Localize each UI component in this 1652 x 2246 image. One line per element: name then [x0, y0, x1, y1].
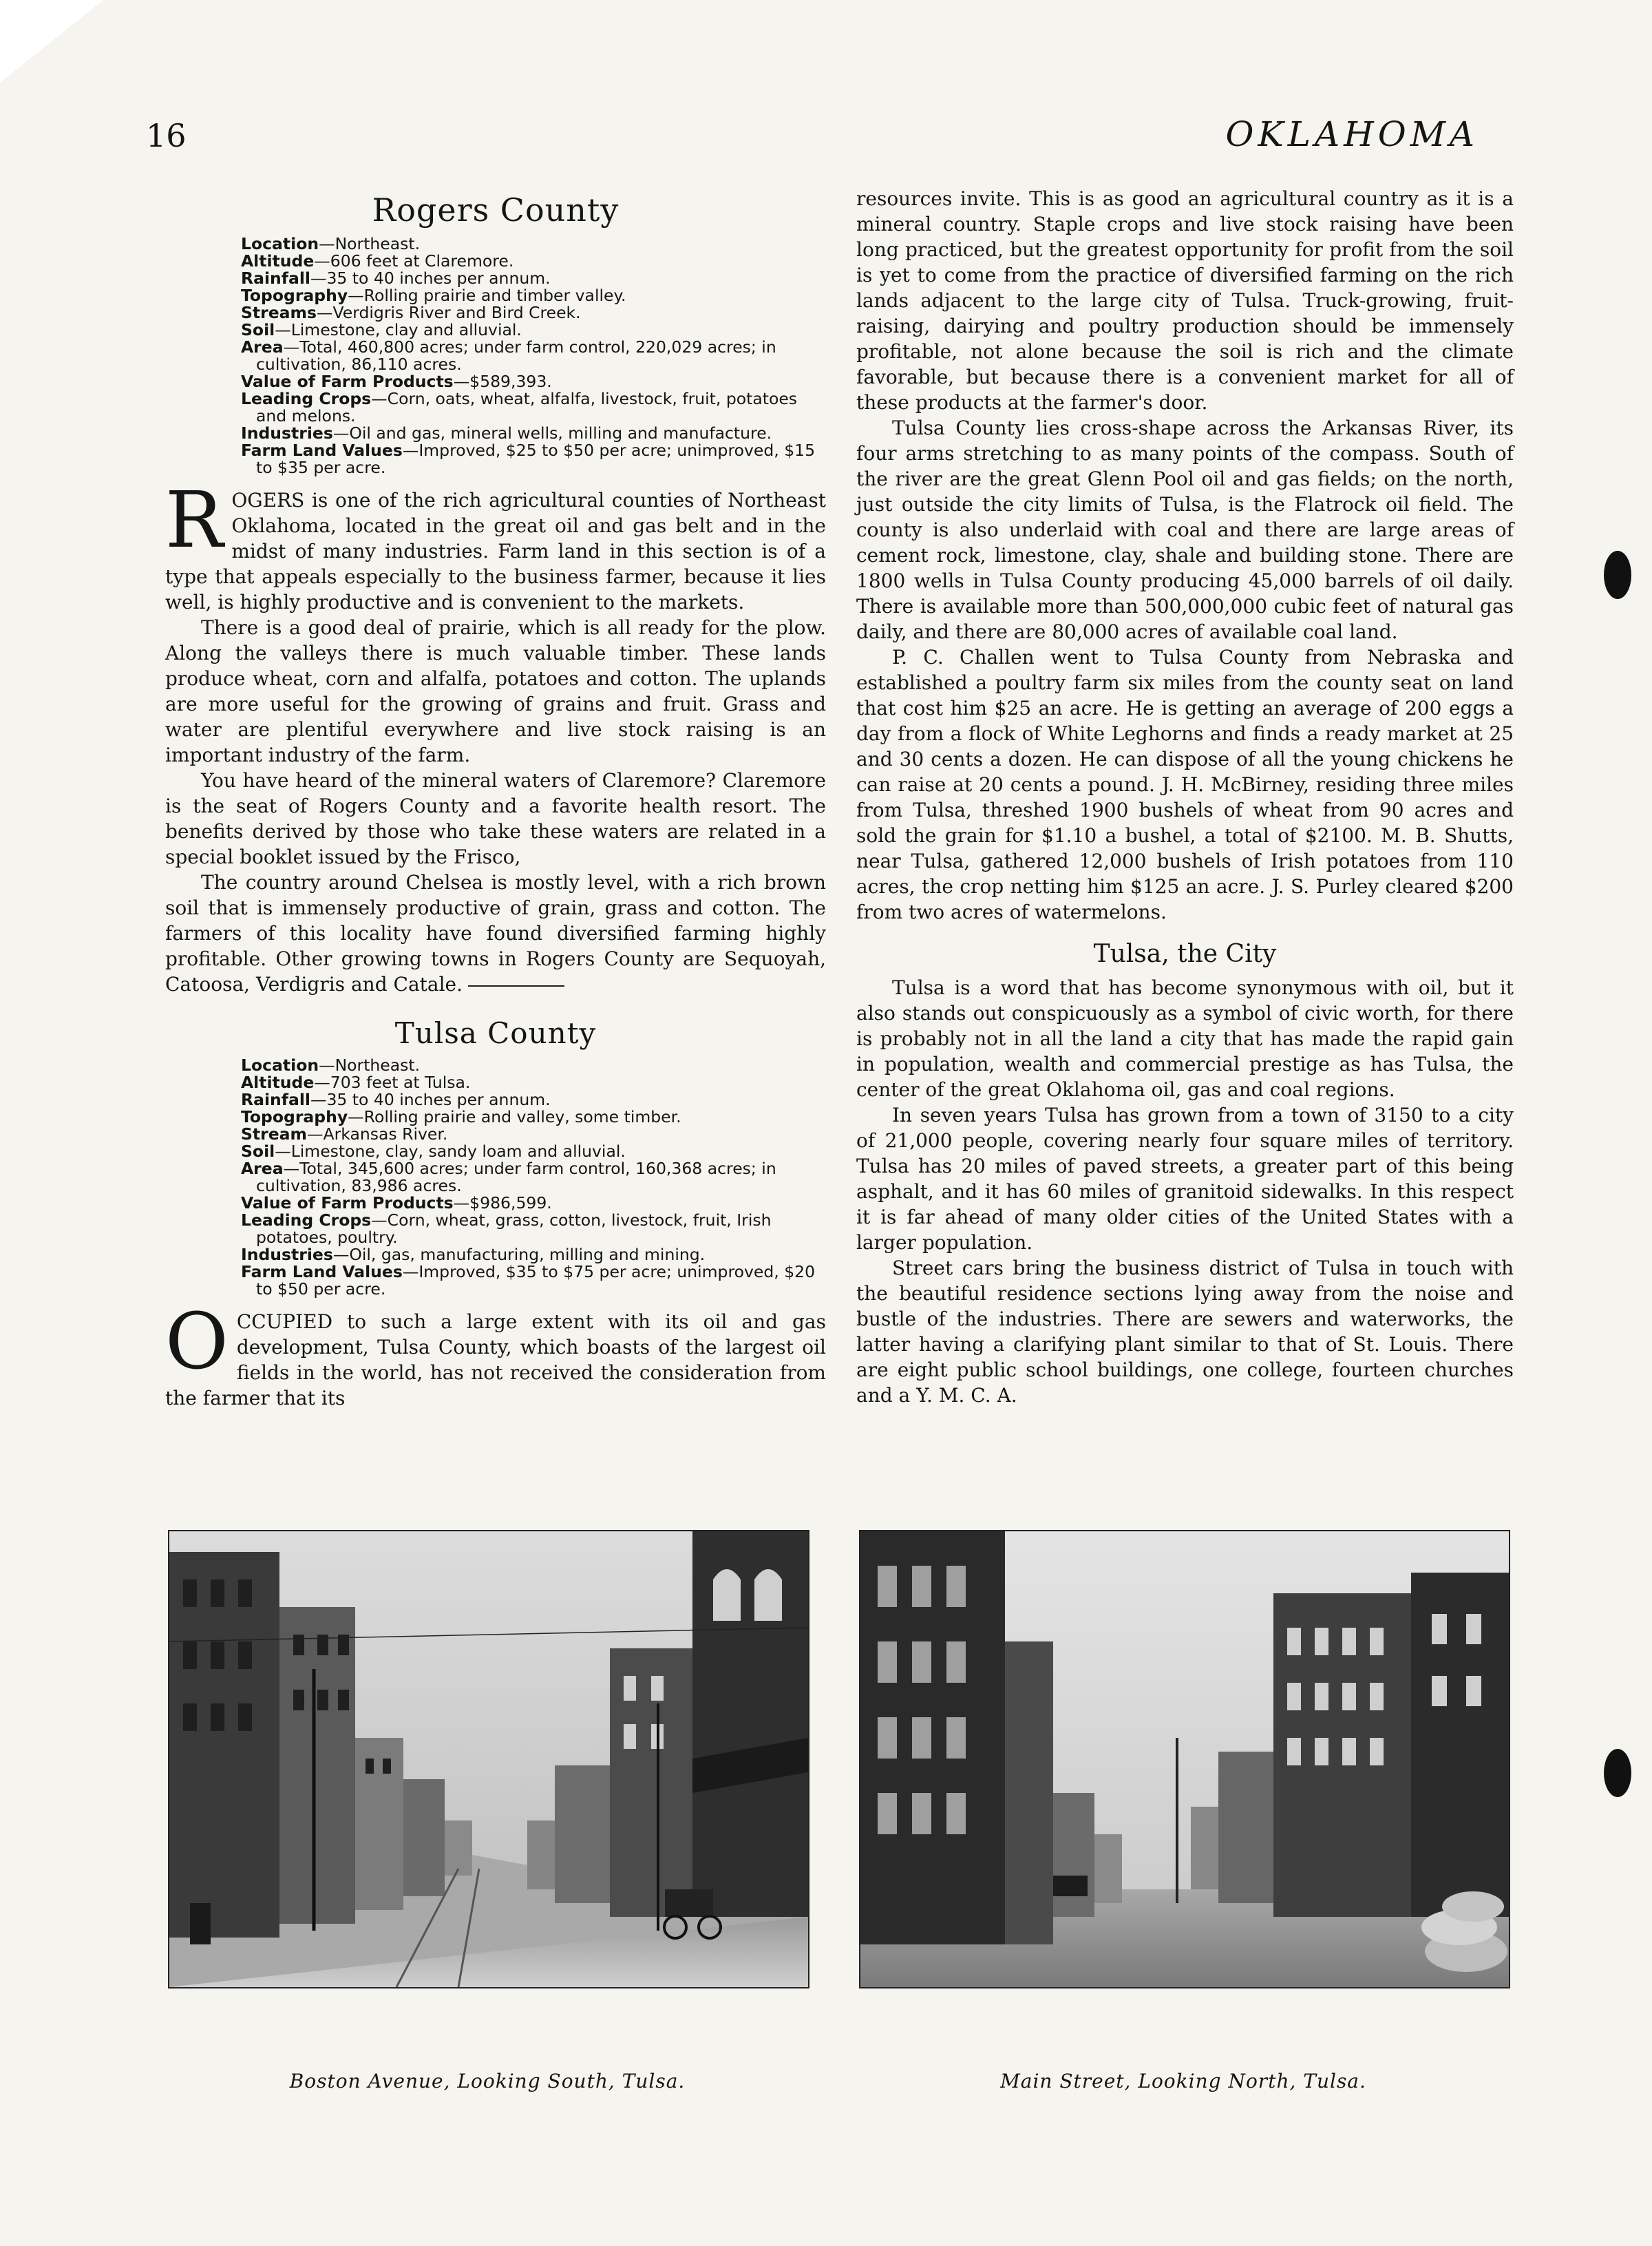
fact-separator: — [348, 1107, 364, 1126]
fact-item [241, 1143, 819, 1160]
fact-item [241, 287, 819, 304]
fact-item [241, 1160, 819, 1195]
street-photo-illustration [169, 1531, 808, 1987]
fact-separator: — [371, 1210, 388, 1230]
fact-key: Value of Farm Products [241, 372, 454, 391]
rogers-county-title: Rogers County [372, 191, 620, 229]
rogers-paragraph-3: You have heard of the mineral waters of Claremore? Claremore is the seat of Rogers County and a favorite health resort. The benefits derived by those who take these waters are related in a special booklet issued by the Frisco, [165, 769, 826, 868]
fact-item [241, 1057, 819, 1074]
tulsa-city-paragraph-1: Tulsa is a word that has become synonymous with oil, but it also stands out conspicuously as a symbol of civic worth, for there is probably not in all the land a city that has made the rapid gain in population, wealth and commercial prestige as has Tulsa, the center of the great Oklahoma oil, gas and coal regions. [856, 976, 1514, 1101]
fact-value: Total, 460,800 acres; under farm control, 220,029 acres; in cultivation, 86,110 acres. [256, 337, 776, 374]
fact-key: Value of Farm Products [241, 1193, 454, 1213]
fact-item [241, 1074, 819, 1091]
right-column [856, 186, 1514, 1408]
fact-key: Industries [241, 1245, 333, 1264]
fact-separator: — [332, 1245, 350, 1264]
fact-item [241, 373, 819, 390]
fact-item [241, 304, 819, 322]
drop-cap: R [165, 476, 224, 565]
fact-item [241, 322, 819, 339]
fact-value: Total, 345,600 acres; under farm control, 160,368 acres; in cultivation, 83,986 acres. [256, 1159, 776, 1195]
fact-item [241, 339, 819, 373]
main-street-caption: Main Street, Looking North, Tulsa. [1000, 2070, 1366, 2092]
boston-avenue-caption: Boston Avenue, Looking South, Tulsa. [289, 2070, 686, 2092]
boston-avenue-photo [168, 1530, 809, 1988]
rogers-paragraph-1 [165, 476, 826, 615]
fact-separator: — [317, 303, 333, 322]
fact-key: Topography [241, 1107, 348, 1126]
fact-separator: — [332, 423, 350, 443]
running-head: OKLAHOMA [1225, 114, 1479, 154]
left-column [165, 186, 826, 1411]
fact-value: 35 to 40 inches per annum. [326, 1090, 551, 1109]
fact-key: Rainfall [241, 269, 310, 288]
fact-key: Location [241, 234, 319, 253]
fact-item [241, 270, 819, 287]
tulsa-county-title: Tulsa County [394, 1016, 597, 1050]
fact-item [241, 1195, 819, 1212]
fact-item [241, 442, 819, 476]
fact-separator: — [314, 1073, 330, 1092]
fact-key: Farm Land Values [241, 1262, 403, 1281]
fact-separator: — [453, 372, 470, 391]
fact-value: $589,393. [469, 372, 552, 391]
rogers-paragraph-4 [165, 870, 826, 997]
fact-key: Location [241, 1056, 319, 1075]
fact-separator: — [319, 1056, 335, 1075]
rogers-county-facts [165, 235, 826, 476]
fact-separator: — [275, 320, 291, 339]
fact-value: Corn, wheat, grass, cotton, livestock, fruit, Irish potatoes, poultry. [256, 1210, 772, 1247]
fact-separator: — [310, 269, 327, 288]
page-corner-fold [0, 0, 103, 83]
fact-value: Improved, $25 to $50 per acre; unimproved, $15 to $35 per acre. [256, 441, 816, 477]
fact-key: Streams [241, 303, 317, 322]
binding-hole-mark [1604, 1749, 1631, 1797]
fact-separator: — [319, 234, 335, 253]
page-number: 16 [146, 117, 187, 154]
fact-key: Topography [241, 286, 348, 305]
main-street-photo [859, 1530, 1510, 1988]
tulsa-paragraph-1-text: CCUPIED to such a large extent with its oil and gas development, Tulsa County, which boasts of the largest oil fields in the world, has not received the consideration from the farmer that its [165, 1310, 826, 1409]
fact-key: Rainfall [241, 1090, 310, 1109]
fact-key: Altitude [241, 1073, 315, 1092]
fact-separator: — [453, 1193, 470, 1213]
fact-key: Industries [241, 423, 333, 443]
fact-item [241, 1091, 819, 1109]
fact-value: Northeast. [335, 1056, 421, 1075]
fact-item [241, 425, 819, 442]
tulsa-city-paragraph-2: In seven years Tulsa has grown from a town of 3150 to a city of 21,000 people, covering nearly four square miles of territory. Tulsa has 20 miles of paved streets, a greater part of this being asphalt, and it has 60 miles of granitoid sidewalks. In this respect it is far ahead of many older cities of the United States with a larger population. [856, 1104, 1514, 1254]
fact-value: 703 feet at Tulsa. [330, 1073, 471, 1092]
street-photo-illustration [860, 1531, 1509, 1987]
fact-key: Stream [241, 1124, 308, 1144]
drop-cap: O [165, 1297, 229, 1387]
fact-separator: — [402, 441, 419, 460]
fact-value: $986,599. [469, 1193, 552, 1213]
fact-value: 606 feet at Claremore. [330, 251, 514, 271]
fact-separator: — [348, 286, 364, 305]
fact-value: Arkansas River. [323, 1124, 448, 1144]
fact-value: Oil, gas, manufacturing, milling and mining. [349, 1245, 706, 1264]
fact-item [241, 1109, 819, 1126]
fact-value: Oil and gas, mineral wells, milling and manufacture. [349, 423, 772, 443]
fact-separator: — [275, 1142, 291, 1161]
fact-separator: — [314, 251, 330, 271]
fact-item [241, 1246, 819, 1263]
fact-value: Limestone, clay, sandy loam and alluvial. [290, 1142, 626, 1161]
fact-value: Rolling prairie and valley, some timber. [363, 1107, 681, 1126]
fact-separator: — [283, 337, 300, 357]
fact-separator: — [283, 1159, 300, 1178]
rogers-paragraph-1-text: OGERS is one of the rich agricultural counties of Northeast Oklahoma, located in the great oil and gas belt and in the midst of many industries. Farm land in this section is of a type that appeals especially to the business farmer, because it lies well, is highly productive and is convenient to the markets. [165, 489, 826, 613]
fact-separator: — [310, 1090, 327, 1109]
fact-item [241, 390, 819, 425]
fact-value: Verdigris River and Bird Creek. [332, 303, 581, 322]
fact-value: Corn, oats, wheat, alfalfa, livestock, fruit, potatoes and melons. [256, 389, 798, 426]
fact-item [241, 1263, 819, 1298]
section-divider [468, 985, 564, 987]
fact-key: Area [241, 1159, 284, 1178]
fact-value: Limestone, clay and alluvial. [290, 320, 522, 339]
fact-separator: — [371, 389, 388, 408]
rogers-paragraph-4-text: The country around Chelsea is mostly level, with a rich brown soil that is immensely productive of grain, grass and cotton. The farmers of this locality have found diversified farming highly profitable. Other growing towns in Rogers County are Sequoyah, Catoosa, Verdigris and Catale. [165, 871, 826, 996]
fact-item [241, 1126, 819, 1143]
fact-key: Soil [241, 320, 275, 339]
fact-key: Area [241, 337, 284, 357]
fact-separator: — [402, 1262, 419, 1281]
fact-value: Improved, $35 to $75 per acre; unimproved, $20 to $50 per acre. [256, 1262, 816, 1299]
tulsa-paragraph-1 [165, 1297, 826, 1411]
fact-value: 35 to 40 inches per annum. [326, 269, 551, 288]
tulsa-city-paragraph-3: Street cars bring the business district of Tulsa in touch with the beautiful residence sections lying away from the noise and bustle of the industries. There are sewers and waterworks, the latter having a clarifying plant similar to that of St. Louis. There are eight public school buildings, one college, fourteen churches and a Y. M. C. A. [856, 1257, 1514, 1407]
fact-item [241, 1212, 819, 1246]
fact-key: Leading Crops [241, 389, 372, 408]
tulsa-city-title: Tulsa, the City [1093, 940, 1277, 968]
fact-key: Leading Crops [241, 1210, 372, 1230]
fact-separator: — [307, 1124, 324, 1144]
fact-key: Farm Land Values [241, 441, 403, 460]
rogers-paragraph-2: There is a good deal of prairie, which is all ready for the plow. Along the valleys there is much valuable timber. These lands produce wheat, corn and alfalfa, potatoes and cotton. The uplands are more useful for the growing of grains and fruit. Grass and water are plentiful everywhere and live stock raising is an important industry of the farm. [165, 616, 826, 766]
tulsa-paragraph-3: P. C. Challen went to Tulsa County from Nebraska and established a poultry farm six miles from the county seat on land that cost him $25 an acre. He is getting an average of 200 eggs a day from a flock of White Leghorns and finds a ready market at 25 and 30 cents a dozen. He can dispose of all the young chickens he can raise at 20 cents a pound. J. H. McBirney, residing three miles from Tulsa, threshed 1900 bushels of wheat from 90 acres and sold the grain for $1.10 a bushel, a total of $2100. M. B. Shutts, near Tulsa, gathered 12,000 bushels of Irish potatoes from 110 acres, the crop netting him $125 an acre. J. S. Purley cleared $200 from two acres of watermelons. [856, 646, 1514, 923]
fact-value: Rolling prairie and timber valley. [363, 286, 626, 305]
tulsa-county-facts [165, 1057, 826, 1298]
tulsa-paragraph-2: Tulsa County lies cross-shape across the Arkansas River, its four arms stretching to as many points of the compass. South of the river are the great Glenn Pool oil and gas fields; on the north, just outside the city limits of Tulsa, is the Flatrock oil field. The county is also underlaid with coal and there are large areas of cement rock, limestone, clay, shale and building stone. There are 1800 wells in Tulsa County producing 45,000 barrels of oil daily. There is available more than 500,000,000 cubic feet of natural gas daily, and there are 80,000 acres of available coal land. [856, 417, 1514, 643]
binding-hole-mark [1604, 551, 1631, 599]
tulsa-paragraph-1-continued: resources invite. This is as good an agricultural country as it is a mineral country. Staple crops and live stock raising have been long practiced, but the greatest opportunity for profit from the soil is yet to come from the practice of diversified farming on the rich lands adjacent to the large city of Tulsa. Truck-growing, fruit-raising, dairying and poultry production should be immensely profitable, not alone because the soil is rich and the climate favorable, but because there is a convenient market for all of these products at the farmer's door. [856, 187, 1514, 414]
fact-item [241, 235, 819, 253]
fact-value: Northeast. [335, 234, 421, 253]
fact-item [241, 253, 819, 270]
fact-key: Altitude [241, 251, 315, 271]
fact-key: Soil [241, 1142, 275, 1161]
